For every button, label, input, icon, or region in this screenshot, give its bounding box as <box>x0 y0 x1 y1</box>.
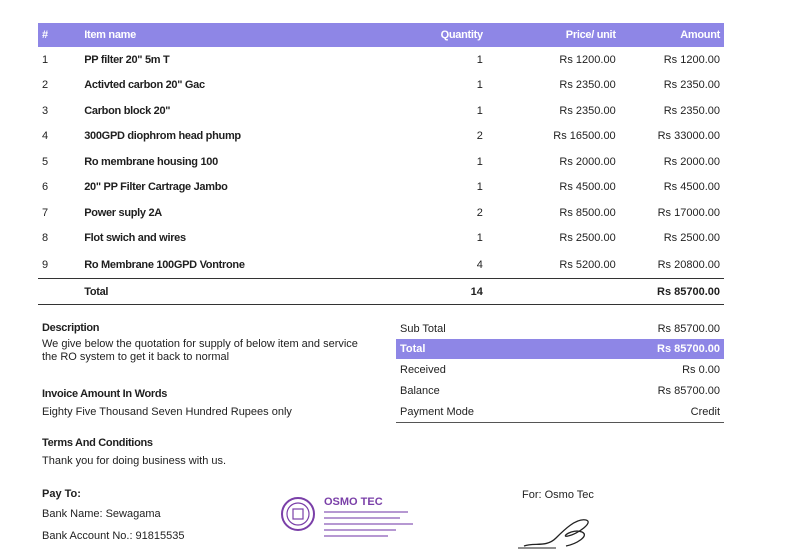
row-amount: Rs 17000.00 <box>657 206 720 219</box>
for-company-label: For: Osmo Tec <box>522 489 594 501</box>
row-price: Rs 2500.00 <box>559 232 616 245</box>
table-row <box>38 124 724 150</box>
table-row <box>38 149 724 175</box>
row-amount: Rs 1200.00 <box>663 53 720 66</box>
items-table <box>38 23 724 305</box>
row-item-name: PP filter 20" 5m T <box>84 53 170 66</box>
company-stamp-icon <box>278 492 428 542</box>
row-quantity: 1 <box>476 181 483 194</box>
received-row <box>396 359 724 380</box>
total-row-blank <box>38 279 80 305</box>
summary-total-row <box>396 339 724 359</box>
received-label: Received <box>400 363 446 376</box>
signature-icon <box>516 508 606 550</box>
table-row <box>38 251 724 279</box>
row-amount: Rs 2500.00 <box>663 232 720 245</box>
balance-row <box>396 380 724 401</box>
row-item-name: Activted carbon 20" Gac <box>84 79 205 92</box>
table-row <box>38 98 724 124</box>
sub-total-row <box>396 318 724 339</box>
amount-words-section <box>42 388 292 418</box>
table-header-row <box>38 23 724 47</box>
row-price: Rs 2000.00 <box>559 155 616 168</box>
row-item-name: Ro Membrane 100GPD Vontrone <box>84 258 245 271</box>
pay-to-section <box>42 488 185 542</box>
row-quantity: 2 <box>476 206 483 219</box>
row-item-name: Flot swich and wires <box>84 232 186 245</box>
payment-mode-label: Payment Mode <box>400 405 474 418</box>
terms-heading: Terms And Conditions <box>42 437 153 449</box>
total-label: Total <box>80 279 341 305</box>
summary-box <box>396 318 724 423</box>
row-price: Rs 8500.00 <box>559 206 616 219</box>
row-price: Rs 16500.00 <box>553 130 616 143</box>
row-price: Rs 2350.00 <box>559 104 616 117</box>
row-quantity: 2 <box>476 130 483 143</box>
payment-mode-value: Credit <box>690 405 720 418</box>
row-price: Rs 1200.00 <box>559 53 616 66</box>
header-num: # <box>38 23 80 47</box>
sub-total-value: Rs 85700.00 <box>657 322 720 335</box>
row-num: 4 <box>42 130 49 143</box>
table-row <box>38 73 724 99</box>
row-quantity: 1 <box>476 53 483 66</box>
row-quantity: 1 <box>476 104 483 117</box>
row-num: 9 <box>42 258 49 271</box>
row-num: 3 <box>42 104 49 117</box>
pay-to-heading: Pay To: <box>42 488 81 500</box>
balance-label: Balance <box>400 384 440 397</box>
row-item-name: 300GPD diophrom head phump <box>84 130 241 143</box>
header-quantity: Quantity <box>342 23 505 47</box>
sub-total-label: Sub Total <box>400 322 446 335</box>
row-amount: Rs 2000.00 <box>663 155 720 168</box>
total-price-blank <box>505 279 620 305</box>
total-quantity: 14 <box>342 279 505 305</box>
terms-text: Thank you for doing business with us. <box>42 455 227 467</box>
row-amount: Rs 4500.00 <box>663 181 720 194</box>
header-price: Price/ unit <box>505 23 620 47</box>
row-num: 6 <box>42 181 49 194</box>
row-num: 8 <box>42 232 49 245</box>
table-row <box>38 175 724 201</box>
received-value: Rs 0.00 <box>682 363 720 376</box>
table-row <box>38 226 724 252</box>
row-amount: Rs 2350.00 <box>663 104 720 117</box>
header-amount: Amount <box>620 23 724 47</box>
amount-words-heading: Invoice Amount In Words <box>42 388 168 400</box>
table-row <box>38 47 724 73</box>
header-item-name: Item name <box>80 23 341 47</box>
table-total-row <box>38 279 724 305</box>
row-item-name: Power suply 2A <box>84 206 162 219</box>
summary-total-value: Rs 85700.00 <box>657 343 720 355</box>
table-row <box>38 200 724 226</box>
description-text: We give below the quotation for supply of below item and service the RO system to get it back to normal <box>42 338 358 363</box>
row-price: Rs 2350.00 <box>559 79 616 92</box>
description-heading: Description <box>42 322 100 334</box>
row-num: 7 <box>42 206 49 219</box>
row-item-name: Carbon block 20" <box>84 104 171 117</box>
total-amount: Rs 85700.00 <box>620 279 724 305</box>
row-num: 2 <box>42 79 49 92</box>
row-num: 1 <box>42 53 49 66</box>
row-amount: Rs 33000.00 <box>657 130 720 143</box>
summary-total-label: Total <box>400 343 426 355</box>
row-price: Rs 4500.00 <box>559 181 616 194</box>
payment-mode-row <box>396 401 724 423</box>
balance-value: Rs 85700.00 <box>657 384 720 397</box>
row-item-name: Ro membrane housing 100 <box>84 155 218 168</box>
row-quantity: 1 <box>476 79 483 92</box>
row-quantity: 1 <box>476 232 483 245</box>
row-item-name: 20" PP Filter Cartrage Jambo <box>84 181 228 194</box>
stamp-company-name: OSMO TEC <box>324 496 383 508</box>
row-num: 5 <box>42 155 49 168</box>
bank-name: Bank Name: Sewagama <box>42 508 161 520</box>
bank-account: Bank Account No.: 91815535 <box>42 530 185 542</box>
row-amount: Rs 20800.00 <box>657 258 720 271</box>
amount-words-text: Eighty Five Thousand Seven Hundred Rupees only <box>42 406 292 418</box>
row-quantity: 4 <box>476 258 483 271</box>
row-price: Rs 5200.00 <box>559 258 616 271</box>
row-amount: Rs 2350.00 <box>663 79 720 92</box>
terms-section <box>42 437 226 467</box>
row-quantity: 1 <box>476 155 483 168</box>
description-section <box>42 322 362 364</box>
